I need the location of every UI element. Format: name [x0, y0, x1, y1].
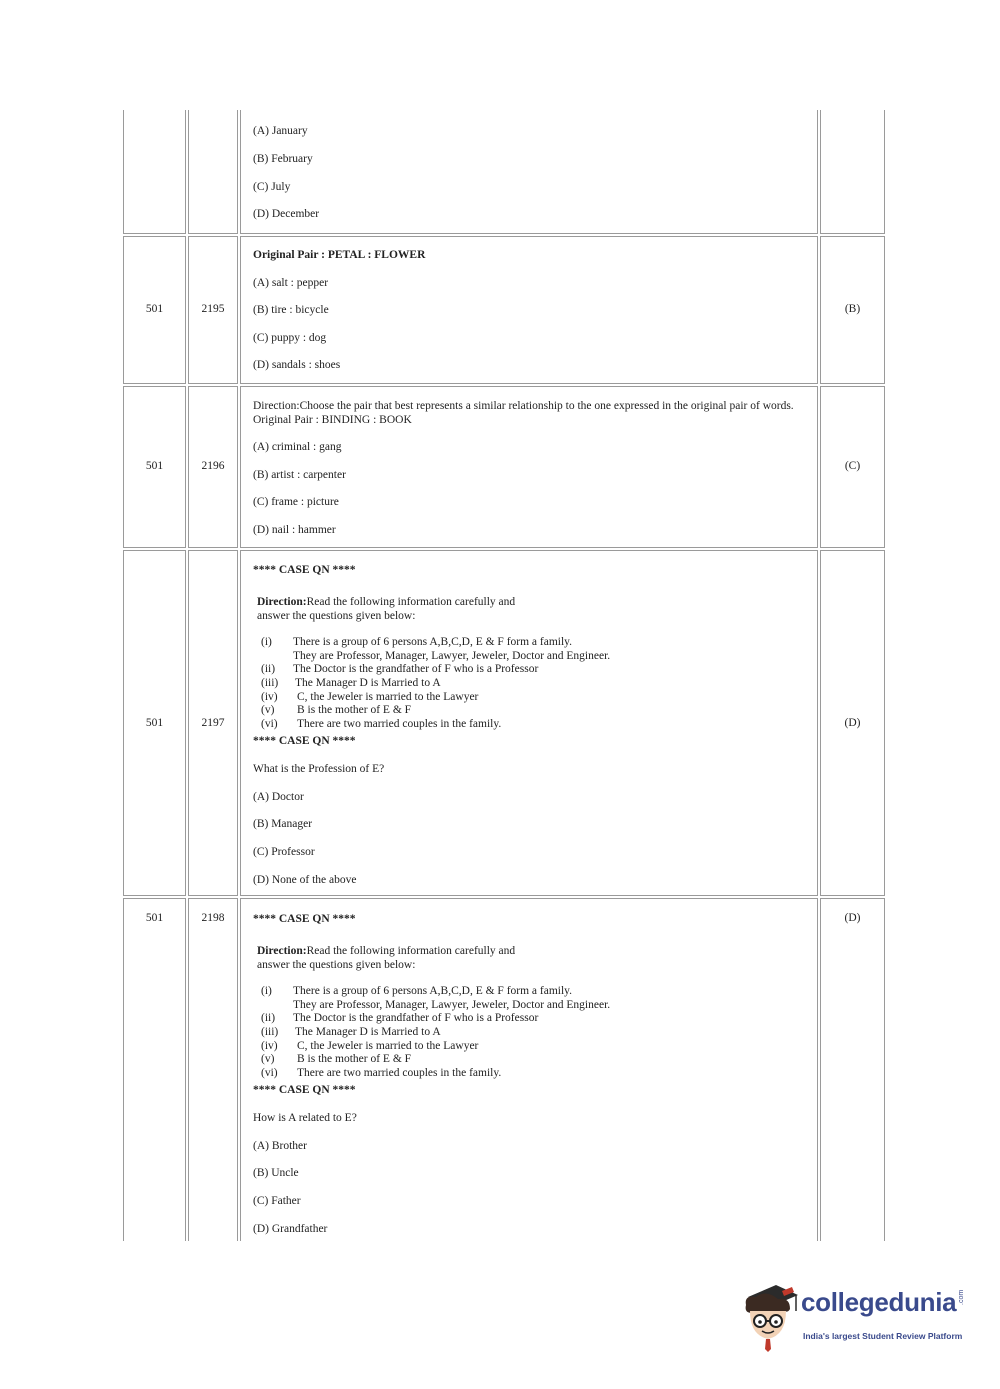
- case-footer: **** CASE QN ****: [253, 1084, 356, 1096]
- question-text: How is A related to E?: [253, 1112, 357, 1124]
- direction-line-1: [257, 595, 515, 609]
- qno-cell: [188, 550, 238, 896]
- qno-cell: [188, 386, 238, 548]
- answer-value: (C): [844, 460, 861, 472]
- option-d: (D) sandals : shoes: [253, 359, 341, 371]
- direction-label: Direction:: [257, 945, 307, 957]
- question-text: Direction:Choose the pair that best represents a similar relationship to the one expressed in the original pair of words. Original Pair : BINDING : BOOK: [253, 400, 794, 426]
- code-cell: [123, 386, 186, 548]
- code-cell: [123, 550, 186, 896]
- logo-tagline: India's largest Student Review Platform: [803, 1331, 963, 1341]
- qno-value: 2196: [201, 460, 225, 472]
- code-value: 501: [145, 717, 164, 729]
- qno-cell: [188, 898, 238, 1241]
- option-a: (A) January: [253, 125, 308, 137]
- option-c: (C) Father: [253, 1195, 301, 1207]
- question-cell: **** CASE QN **** Direction:Read the following information carefully and answer the questions given below: (i) There is a group of 6 persons A,B,C,D, E & F form a family. They are Professor, Manager, Lawyer, Jeweler, Doctor and Engineer. (ii) The Doctor is the grandfather of F who is a Professor (iii) The Manager D is Married to A (iv) C, the Jeweler is married to the Lawyer (v) B is the mother of E & F (vi) There are two married couples in the family. **** CASE QN **** How is A related to E? (A) Brother (B) Uncle (C) Father (D) Grandfather: [240, 898, 818, 1241]
- direction-line-2: answer the questions given below:: [257, 610, 416, 622]
- direction-line-1: [257, 944, 515, 958]
- option-d: (D) nail : hammer: [253, 524, 336, 536]
- qno-value: 2198: [201, 912, 225, 924]
- table-row: [123, 550, 885, 896]
- option-b: (B) February: [253, 153, 313, 165]
- direction-text: Read the following information carefully and: [306, 596, 516, 608]
- option-c: (C) frame : picture: [253, 496, 339, 508]
- case-header: **** CASE QN ****: [253, 913, 356, 925]
- qno-value: 2195: [201, 303, 225, 315]
- option-b: (B) tire : bicycle: [253, 304, 329, 316]
- option-a: (A) Brother: [253, 1140, 307, 1152]
- option-d: (D) Grandfather: [253, 1223, 328, 1235]
- answer-cell: [820, 110, 885, 234]
- case-footer: **** CASE QN ****: [253, 735, 356, 747]
- direction-label: Direction:: [257, 596, 307, 608]
- option-b: (B) artist : carpenter: [253, 469, 346, 481]
- collegedunia-logo: [740, 1283, 970, 1355]
- option-a: (A) criminal : gang: [253, 441, 342, 453]
- code-cell: [123, 898, 186, 1241]
- question-text: Original Pair : PETAL : FLOWER: [253, 249, 426, 261]
- code-value: 501: [145, 460, 164, 472]
- option-c: (C) puppy : dog: [253, 332, 327, 344]
- question-cell: [240, 110, 818, 234]
- option-a: (A) salt : pepper: [253, 277, 329, 289]
- table-row: [123, 110, 885, 234]
- option-d: (D) None of the above: [253, 874, 357, 886]
- qno-cell: [188, 110, 238, 234]
- direction-line-2: answer the questions given below:: [257, 959, 416, 971]
- answer-cell: [820, 550, 885, 896]
- table-row: [123, 236, 885, 384]
- qno-value: 2197: [201, 717, 225, 729]
- case-header: **** CASE QN ****: [253, 564, 356, 576]
- option-d: (D) December: [253, 208, 320, 220]
- answer-value: (D): [844, 912, 861, 924]
- table-row: [123, 898, 885, 1241]
- answer-value: (D): [844, 717, 861, 729]
- code-value: 501: [145, 912, 164, 924]
- option-c: (C) Professor: [253, 846, 315, 858]
- direction-text: Read the following information carefully and: [306, 945, 516, 957]
- answer-cell: [820, 236, 885, 384]
- option-a: (A) Doctor: [253, 791, 304, 803]
- question-text: What is the Profession of E?: [253, 763, 385, 775]
- logo-name: collegedunia: [801, 1287, 957, 1317]
- question-cell: **** CASE QN **** Direction:Read the following information carefully and answer the questions given below: (i) There is a group of 6 persons A,B,C,D, E & F form a family. They are Professor, Manager, Lawyer, Jeweler, Doctor and Engineer. (ii) The Doctor is the grandfather of F who is a Professor (iii) The Manager D is Married to A (iv) C, the Jeweler is married to the Lawyer (v) B is the mother of E & F (vi) There are two married couples in the family. **** CASE QN **** What is the Profession of E? (A) Doctor (B) Manager (C) Professor (D) None of the above: [240, 550, 818, 896]
- logo-com: .com: [958, 1289, 965, 1305]
- option-b: (B) Manager: [253, 818, 313, 830]
- question-cell: [240, 386, 818, 548]
- mascot-icon: [740, 1283, 802, 1353]
- question-cell: [240, 236, 818, 384]
- question-table: [123, 110, 885, 1241]
- table-row: [123, 386, 885, 548]
- code-cell: [123, 236, 186, 384]
- code-value: 501: [145, 303, 164, 315]
- code-cell: [123, 110, 186, 234]
- answer-value: (B): [844, 303, 861, 315]
- option-c: (C) July: [253, 181, 291, 193]
- qno-cell: [188, 236, 238, 384]
- answer-cell: [820, 898, 885, 1241]
- answer-cell: [820, 386, 885, 548]
- option-b: (B) Uncle: [253, 1167, 299, 1179]
